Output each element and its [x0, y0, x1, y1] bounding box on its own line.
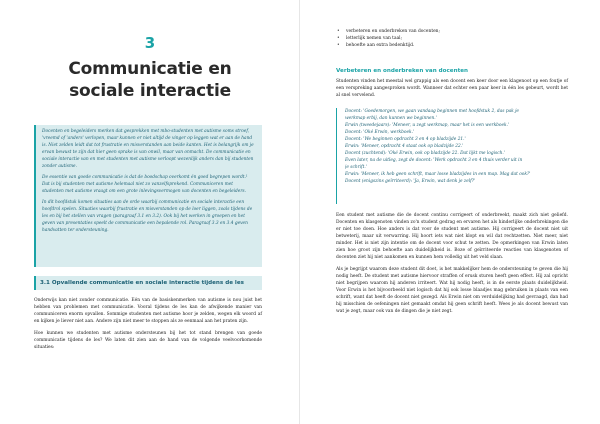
chapter-title — [0, 58, 300, 102]
dialogue-line: Even later, na de uitleg, zegt de docent: 'Werk opdracht 3 en 4 thuis verder uit in — [345, 158, 523, 163]
dialogue-line: werkmap erbij, dan kunnen we beginnen.' — [345, 116, 437, 121]
dialogue-line: Docent: 'Goedemorgen, we gaan vandaag beginnen met hoofdstuk 2, das pak je — [345, 109, 519, 114]
bullet-item — [336, 28, 568, 35]
dialogue-line: Docent: 'We beginnen opdracht 3 en 4 op bladzijde 21.' — [345, 137, 466, 142]
intro-paragraph: De essentie van goede communicatie is dat de boodschap overkomt én goed begrepen wordt.¹ Dat is bij studenten met autisme helemaal niet zo vanzelfsprekend. Communiceren met studenten met autisme vraagt om een grote inlevingsvermogen van docenten en begeleiders. — [42, 175, 248, 194]
dialogue-line: Erwin (tweedejaars): 'Meneer, u zegt werkmap, maar het is een werkboek.' — [345, 123, 510, 128]
bullet-text: behoefte aan extra bedenktijd. — [346, 43, 415, 48]
body-paragraph: Onderwijs kan niet zonder communicatie. Eén van de basiskenmerken van autisme is nou juist het hebben van problemen met communicatie. Vooral tijdens de les kan de afwijkende manier van communiceren enorm opvallen. Sommige studenten met autisme hoor je zelden, wegen elk woord af en kijken je liever niet aan. Andere zijn niet meer te stoppen als ze eenmaal aan het praten zijn. — [34, 298, 262, 324]
left-body-text — [34, 297, 262, 356]
situation-bullet-list — [336, 28, 568, 49]
bullet-text: verbeteren en onderbreken van docenten; — [346, 29, 440, 34]
bullet-text: letterlijk nemen van taal; — [346, 36, 403, 41]
chapter-number: 3 — [144, 34, 156, 52]
dialogue-line: Docent: 'Oké Erwin, werkboek.' — [345, 130, 415, 135]
dialogue-line: Erwin: 'Meneer, ik heb geen schrift, maar losse bladzijdes in een map. Mag dat ook?' — [345, 172, 531, 177]
chapter-title-line-2: sociale interactie — [69, 81, 231, 101]
dialogue-line: je schrift.' — [345, 165, 367, 170]
right-intro-paragraph: Studenten vinden het meestal wel grappig als een docent een keer door een klagenoot op een foutje of een verspreking aangesproken wordt. Wanneer dat echter een paar keer in één les gebeurt, wordt het al snel vervelend. — [336, 79, 568, 98]
bullet-dot-icon: • — [337, 36, 340, 41]
dialogue-line: Docent (enigszins geïrriteerd): 'Ja, Erwin, wat denk je zelf?' — [345, 179, 476, 184]
bullet-dot-icon: • — [337, 29, 340, 34]
body-paragraph: Een student met autisme die de docent continu corrigeert of onderbreekt, maakt zich niet geliefd. Docenten en klasgenoten vinden zo'n student gedrag en ervaren het als hinderlijke onderbrekingen die er niet toe doen. Hoe anders is dat voor de student met autisme. Hij corrigeert de docent niet uit betweterij, maar uit verwarring. Hij hoort iets wat niet klopt en wil dat rechtzetten. Niet meer, niet minder. Het is niet zijn intentie om de docent voor schut te zetten. De opmerkingen van Erwin laten zien hoe groot zijn behoefte aan duidelijkheid is. Boze of geïrriteerde reacties van klasgenoten of docenten ziet hij niet aankomen en kunnen hem volledig uit het veld slaan. — [336, 213, 568, 260]
right-body-text — [336, 212, 568, 320]
chapter-title-line-1: Communicatie en — [68, 59, 232, 79]
bullet-item — [336, 42, 568, 49]
chapter-intro-box — [34, 125, 262, 267]
intro-paragraph: Docenten en begeleiders merken dat gesprekken met mbo-studenten met autisme soms stroef, 'vreemd of 'anders' verlopen, maar kunnen er niet altijd de vinger op leggen wat er aan de hand is. Niet zelden leidt dat tot frustratie en misverstanden aan beide kanten. Het is belangrijk om je ervan bewust te zijn dat hier geen sprake is van onwil, maar van onmacht. De communicatie en sociale interactie van en met studenten met autisme verloopt wezenlijk anders dan bij studenten zonder autisme. — [42, 129, 254, 169]
body-paragraph: Hoe kunnen we studenten met autisme ondersteunen bij het tot stand brengen van goede communicatie tijdens de les? We laten dit zien aan de hand van de volgende veelvoorkomende situaties: — [34, 331, 262, 350]
dialogue-line: Erwin: 'Meneer, opdracht 4 staat ook op bladzijde 22.' — [345, 144, 464, 149]
bullet-item — [336, 35, 568, 42]
body-paragraph: Als je begrijpt waarom deze student dit doet, is het makkelijker hem de ondersteuning te geven die hij nodig heeft. De student met autisme hiervoor straffen of erusk sturen heeft geen effect. Hij zal opricht niet begrijpen waarom hij anderen irriteert. Wat hij nodig heeft, is in de eerste plaats duidelijkheid. Voor Erwin is het bijvoorbeeld niet logisch dat hij ook losse blaadjes mag gebruiken in plaats van een schrift, want dat heeft de docent niet gezegd. Als Erwin niet om verduidelijking had gevraagd, dan had hij misschien de oefeningen niet gemaakt omdat hij geen schrift heeft. Wees je als docent bewust van wat je zegt, maar ook van de dingen die je niet zegt. — [336, 267, 568, 314]
bullet-dot-icon: • — [337, 43, 340, 48]
section-heading-3-1: 3.1 Opvallende communicatie en sociale interactie tijdens de les — [34, 276, 262, 290]
intro-paragraph: In dit hoofdstuk komen situaties aan de orde waarbij communicatie en sociale interactie een hoofdrol spelen. Situaties waarbij frustratie en misverstanden op de loer liggen, zoals tijdens de les en bij het stellen van vragen (paragraaf 3.1 en 3.2). Ook bij het werken in groepen en het geven van presentaties speelt de communicatie een bepalende rol. Paragraaf 3.3 en 3.4 geven handvatten ter ondersteuning. — [42, 200, 253, 233]
subheading-verbeteren: Verbeteren en onderbreken van docenten — [336, 68, 469, 74]
dialogue-line: Docent (zuchtend): 'Oké Erwin, ook op bladzijde 22. Dat lijkt me logisch.' — [345, 151, 505, 156]
dialogue-example — [336, 108, 568, 204]
